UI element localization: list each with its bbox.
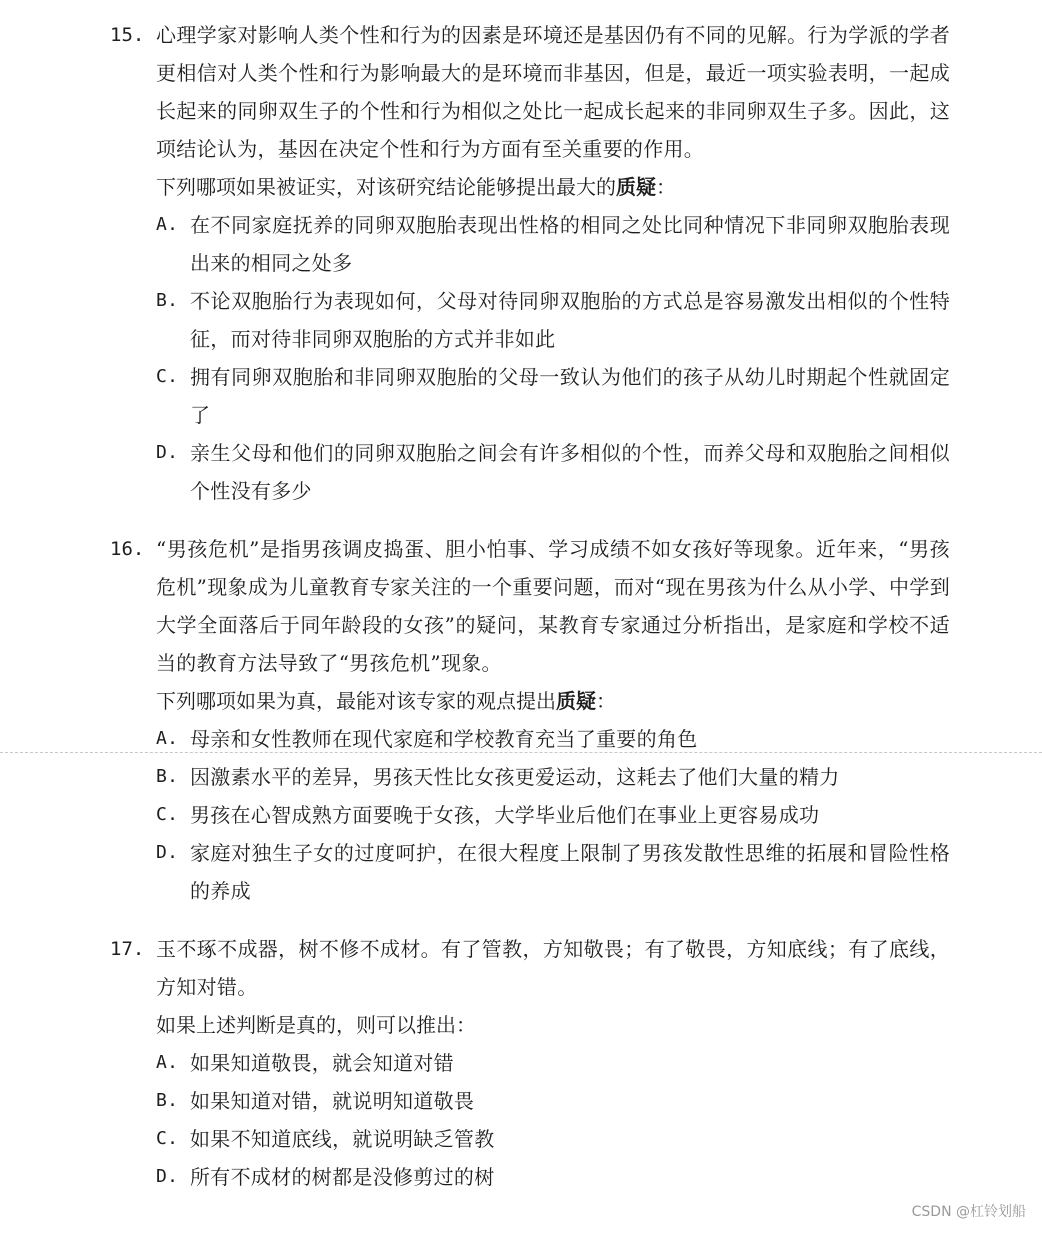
question-16-head (110, 530, 950, 682)
option-b (110, 1082, 950, 1120)
option-text: 母亲和女性教师在现代家庭和学校教育充当了重要的角色 (190, 727, 698, 751)
option-d (110, 434, 950, 510)
option-letter: D. (156, 842, 179, 863)
prompt-end: ： (656, 175, 676, 199)
question-15-head (110, 16, 950, 168)
question-stem: “男孩危机”是指男孩调皮捣蛋、胆小怕事、学习成绩不如女孩好等现象。近年来，“男孩危机”现象成为儿童教育专家关注的一个重要问题，而对“现在男孩为什么从小学、中学到大学全面落后于同年龄段的女孩”的疑问，某教育专家通过分析指出，是家庭和学校不适当的教育方法导致了“男孩危机”现象。 (156, 537, 950, 675)
question-number: 17. (110, 938, 145, 960)
option-text: 如果知道对错，就说明知道敬畏 (190, 1089, 475, 1113)
option-b (110, 282, 950, 358)
question-prompt (110, 1006, 950, 1044)
option-text: 拥有同卵双胞胎和非同卵双胞胎的父母一致认为他们的孩子从幼儿时期起个性就固定了 (190, 365, 950, 427)
question-stem: 玉不琢不成器，树不修不成材。有了管教，方知敬畏；有了敬畏，方知底线；有了底线，方知对错。 (156, 937, 950, 999)
option-letter: B. (156, 766, 179, 787)
option-text: 因激素水平的差异，男孩天性比女孩更爱运动，这耗去了他们大量的精力 (190, 765, 840, 789)
option-c (110, 1120, 950, 1158)
option-text: 所有不成材的树都是没修剪过的树 (190, 1165, 495, 1189)
prompt-emphasis: 质疑 (616, 175, 656, 199)
prompt-emphasis: 质疑 (556, 689, 596, 713)
option-d (110, 834, 950, 910)
option-text: 家庭对独生子女的过度呵护，在很大程度上限制了男孩发散性思维的拓展和冒险性格的养成 (190, 841, 950, 903)
option-letter: D. (156, 442, 179, 463)
scan-artifact-line (0, 752, 1042, 753)
option-text: 不论双胞胎行为表现如何，父母对待同卵双胞胎的方式总是容易激发出相似的个性特征，而对待非同卵双胞胎的方式并非如此 (190, 289, 950, 351)
prompt-text: 下列哪项如果为真，最能对该专家的观点提出 (156, 689, 556, 713)
option-text: 在不同家庭抚养的同卵双胞胎表现出性格的相同之处比同种情况下非同卵双胞胎表现出来的相同之处多 (190, 213, 950, 275)
question-17-head (110, 930, 950, 1006)
question-prompt (110, 682, 950, 720)
question-17 (110, 930, 950, 1196)
option-letter: B. (156, 290, 179, 311)
option-d (110, 1158, 950, 1196)
option-letter: D. (156, 1166, 179, 1187)
option-text: 男孩在心智成熟方面要晚于女孩，大学毕业后他们在事业上更容易成功 (190, 803, 820, 827)
question-prompt (110, 168, 950, 206)
option-letter: A. (156, 728, 179, 749)
option-letter: C. (156, 804, 179, 825)
question-number: 15. (110, 24, 145, 46)
option-c (110, 358, 950, 434)
option-letter: A. (156, 1052, 179, 1073)
question-stem: 心理学家对影响人类个性和行为的因素是环境还是基因仍有不同的见解。行为学派的学者更相信对人类个性和行为影响最大的是环境而非基因，但是，最近一项实验表明，一起成长起来的同卵双生子的个性和行为相似之处比一起成长起来的非同卵双生子多。因此，这项结论认为，基因在决定个性和行为方面有至关重要的作用。 (156, 23, 950, 161)
option-b (110, 758, 950, 796)
question-number: 16. (110, 538, 145, 560)
option-letter: A. (156, 214, 179, 235)
option-c (110, 796, 950, 834)
prompt-text: 下列哪项如果被证实，对该研究结论能够提出最大的 (156, 175, 616, 199)
prompt-text: 如果上述判断是真的，则可以推出： (156, 1013, 476, 1037)
option-letter: C. (156, 366, 179, 387)
option-text: 如果知道敬畏，就会知道对错 (190, 1051, 454, 1075)
option-letter: C. (156, 1128, 179, 1149)
option-text: 如果不知道底线，就说明缺乏管教 (190, 1127, 495, 1151)
option-a (110, 206, 950, 282)
option-letter: B. (156, 1090, 179, 1111)
option-text: 亲生父母和他们的同卵双胞胎之间会有许多相似的个性，而养父母和双胞胎之间相似个性没有多少 (190, 441, 950, 503)
csdn-watermark: CSDN @杠铃划船 (911, 1204, 1026, 1220)
prompt-end: ： (596, 689, 616, 713)
option-a (110, 1044, 950, 1082)
question-15 (110, 16, 950, 510)
question-16 (110, 530, 950, 910)
